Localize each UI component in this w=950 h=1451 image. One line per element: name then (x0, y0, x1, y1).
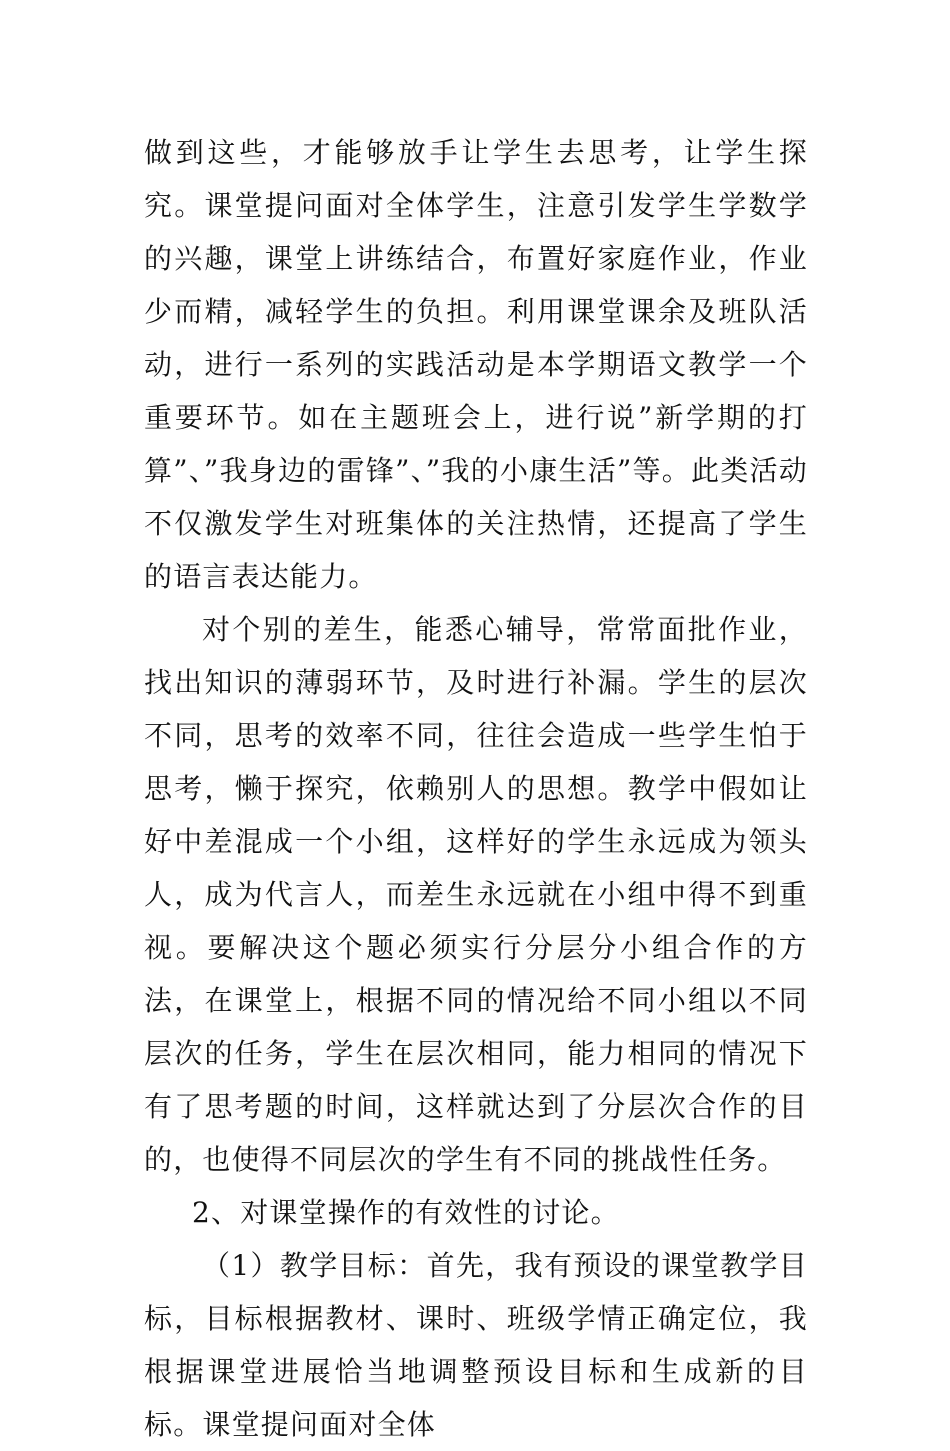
paragraph-continuation: 做到这些，才能够放手让学生去思考，让学生探究。课堂提问面对全体学生，注意引发学生学数学的兴趣，课堂上讲练结合，布置好家庭作业，作业少而精，减轻学生的负担。利用课堂课余及班队活动，进行一系列的实践活动是本学期语文教学一个重要环节。如在主题班会上，进行说”新学期的打算”、”我身边的雷锋”、”我的小康生活”等。此类活动不仅激发学生对班集体的关注热情，还提高了学生的语言表达能力。 (144, 136, 808, 593)
section-heading-classroom-effectiveness: 2、对课堂操作的有效性的讨论。 (192, 1196, 620, 1229)
document-body (144, 126, 808, 1451)
paragraph-teaching-objectives: （1）教学目标：首先，我有预设的课堂教学目标，目标根据教材、课时、班级学情正确定位，我根据课堂进展恰当地调整预设目标和生成新的目标。课堂提问面对全体 (144, 1249, 808, 1441)
paragraph-remedial-tutoring: 对个别的差生，能悉心辅导，常常面批作业，找出知识的薄弱环节，及时进行补漏。学生的层次不同，思考的效率不同，往往会造成一些学生怕于思考，懒于探究，依赖别人的思想。教学中假如让好中差混成一个小组，这样好的学生永远成为领头人，成为代言人，而差生永远就在小组中得不到重视。要解决这个题必须实行分层分小组合作的方法，在课堂上，根据不同的情况给不同小组以不同层次的任务，学生在层次相同，能力相同的情况下有了思考题的时间，这样就达到了分层次合作的目的，也使得不同层次的学生有不同的挑战性任务。 (144, 613, 808, 1176)
